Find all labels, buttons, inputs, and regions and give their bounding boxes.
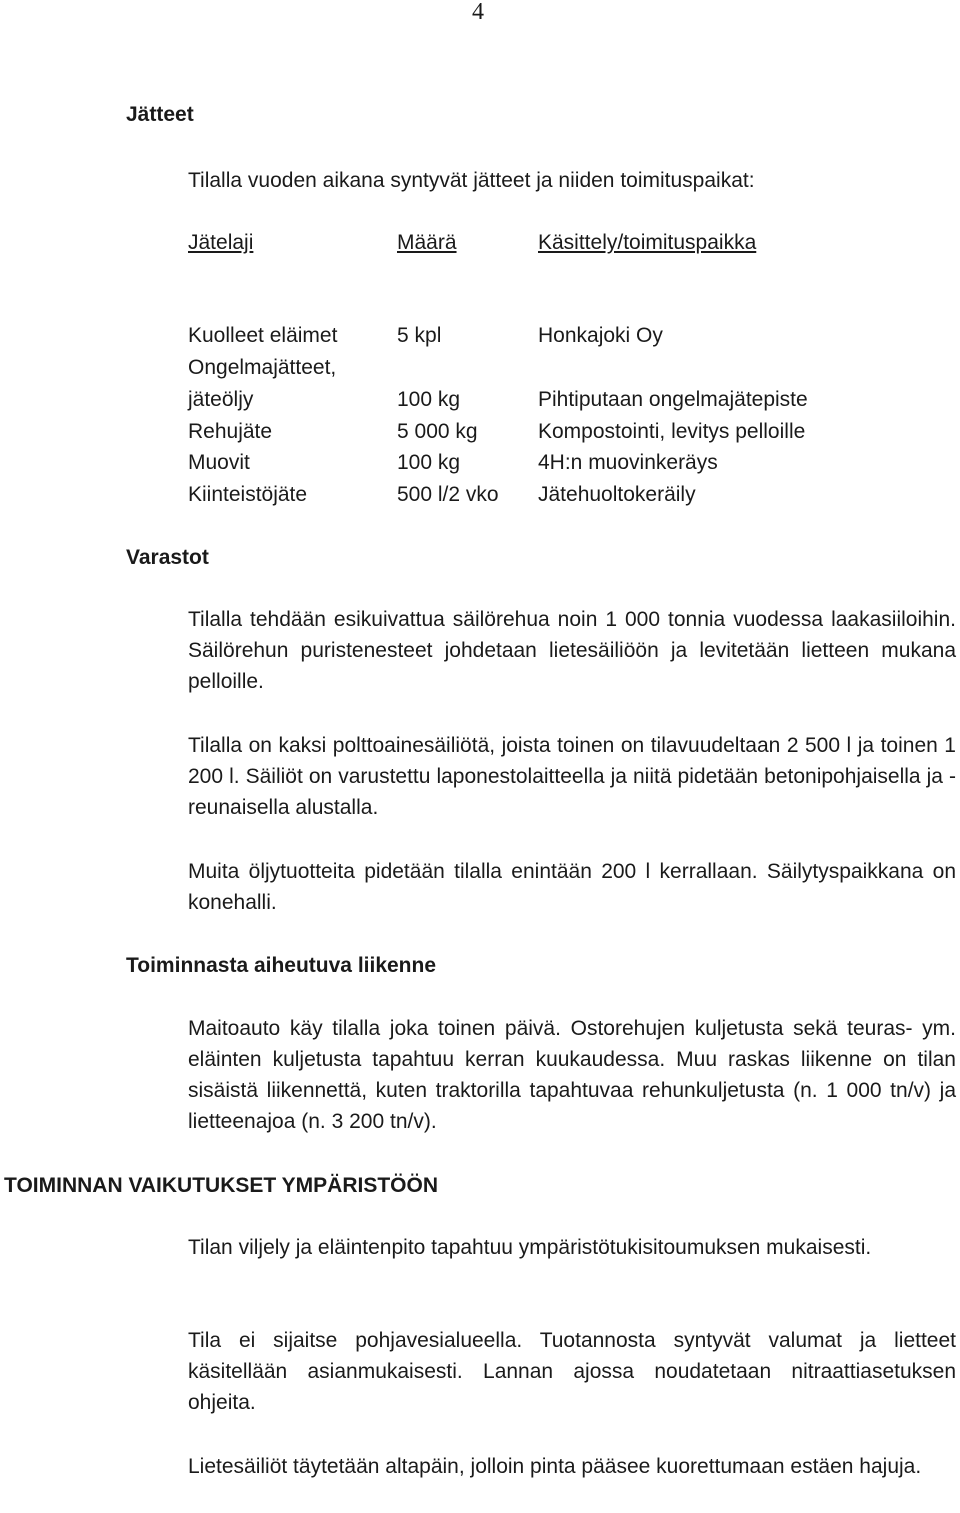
- table-cell: Kuolleet eläimet: [188, 324, 338, 347]
- paragraph-text: Tilan viljely ja eläintenpito tapahtuu ympäristötukisitoumuksen mukaisesti.: [188, 1236, 872, 1259]
- paragraph-text: Muita öljytuotteita pidetään tilalla enintään 200 l kerrallaan. Säilytyspaikkana on konehalli.: [188, 860, 956, 914]
- table-cell: 5 000 kg: [397, 420, 478, 443]
- paragraph-text: Tilalla on kaksi polttoainesäiliötä, joista toinen on tilavuudeltaan 2 500 l ja toinen 1 200 l. Säiliöt on varustettu laponestolaitteella ja niitä pidetään betonipohjaisella ja -reunaisella alustalla.: [188, 734, 956, 819]
- table-cell: Pihtiputaan ongelmajätepiste: [538, 388, 808, 411]
- table-cell: Rehujäte: [188, 420, 273, 443]
- section-heading-vaikutukset: TOIMINNAN VAIKUTUKSET YMPÄRISTÖÖN: [4, 1174, 439, 1197]
- table-cell: 4H:n muovinkeräys: [538, 451, 718, 474]
- paragraph-text: Tilalla tehdään esikuivattua säilörehua noin 1 000 tonnia vuodessa laakasiiloihin. Säilörehun puristenesteet johdetaan lietesäiliöön ja levitetään lietteen mukana pelloille.: [188, 608, 956, 693]
- table-cell: 5 kpl: [397, 324, 442, 347]
- vaikutukset-paragraph: [188, 1451, 956, 1482]
- varastot-paragraph: [188, 856, 956, 918]
- section-heading-liikenne: Toiminnasta aiheutuva liikenne: [126, 954, 437, 977]
- varastot-paragraph: [188, 730, 956, 823]
- table-header-maara: Määrä: [397, 231, 457, 254]
- table-cell: Kompostointi, levitys pelloille: [538, 420, 806, 443]
- table-header-jatelaji: Jätelaji: [188, 231, 254, 254]
- section-heading-jatteet: Jätteet: [126, 103, 194, 126]
- table-cell: Kiinteistöjäte: [188, 483, 308, 506]
- jatteet-intro: Tilalla vuoden aikana syntyvät jätteet ja niiden toimituspaikat:: [188, 169, 755, 192]
- varastot-paragraph: [188, 604, 956, 697]
- table-cell: Jätehuoltokeräily: [538, 483, 696, 506]
- paragraph-text: Tila ei sijaitse pohjavesialueella. Tuotannosta syntyvät valumat ja lietteet käsitellään asianmukaisesti. Lannan ajossa noudatetaan nitraattiasetuksen ohjeita.: [188, 1329, 956, 1414]
- table-header-kasittely: Käsittely/toimituspaikka: [538, 231, 757, 254]
- table-cell: 500 l/2 vko: [397, 483, 499, 506]
- vaikutukset-paragraph: [188, 1232, 956, 1263]
- table-cell: Muovit: [188, 451, 250, 474]
- section-heading-varastot: Varastot: [126, 546, 209, 569]
- table-cell: jäteöljy: [188, 388, 254, 411]
- table-cell: Ongelmajätteet,: [188, 356, 337, 379]
- liikenne-paragraph: [188, 1013, 956, 1137]
- page-number: 4: [472, 0, 484, 25]
- table-cell: Honkajoki Oy: [538, 324, 663, 347]
- paragraph-text: Maitoauto käy tilalla joka toinen päivä. Ostorehujen kuljetusta sekä teuras- ym. eläinten kuljetusta tapahtuu kerran kuukaudessa. Muu raskas liikenne on tilan sisäistä liikennettä, kuten traktorilla tapahtuvaa rehunkuljetusta (n. 1 000 tn/v) ja lietteenajoa (n. 3 200 tn/v).: [188, 1017, 956, 1133]
- paragraph-text: Lietesäiliöt täytetään altapäin, jolloin pinta pääsee kuorettumaan estäen hajuja.: [188, 1455, 922, 1478]
- vaikutukset-paragraph: [188, 1325, 956, 1418]
- table-cell: 100 kg: [397, 451, 461, 474]
- table-cell: 100 kg: [397, 388, 461, 411]
